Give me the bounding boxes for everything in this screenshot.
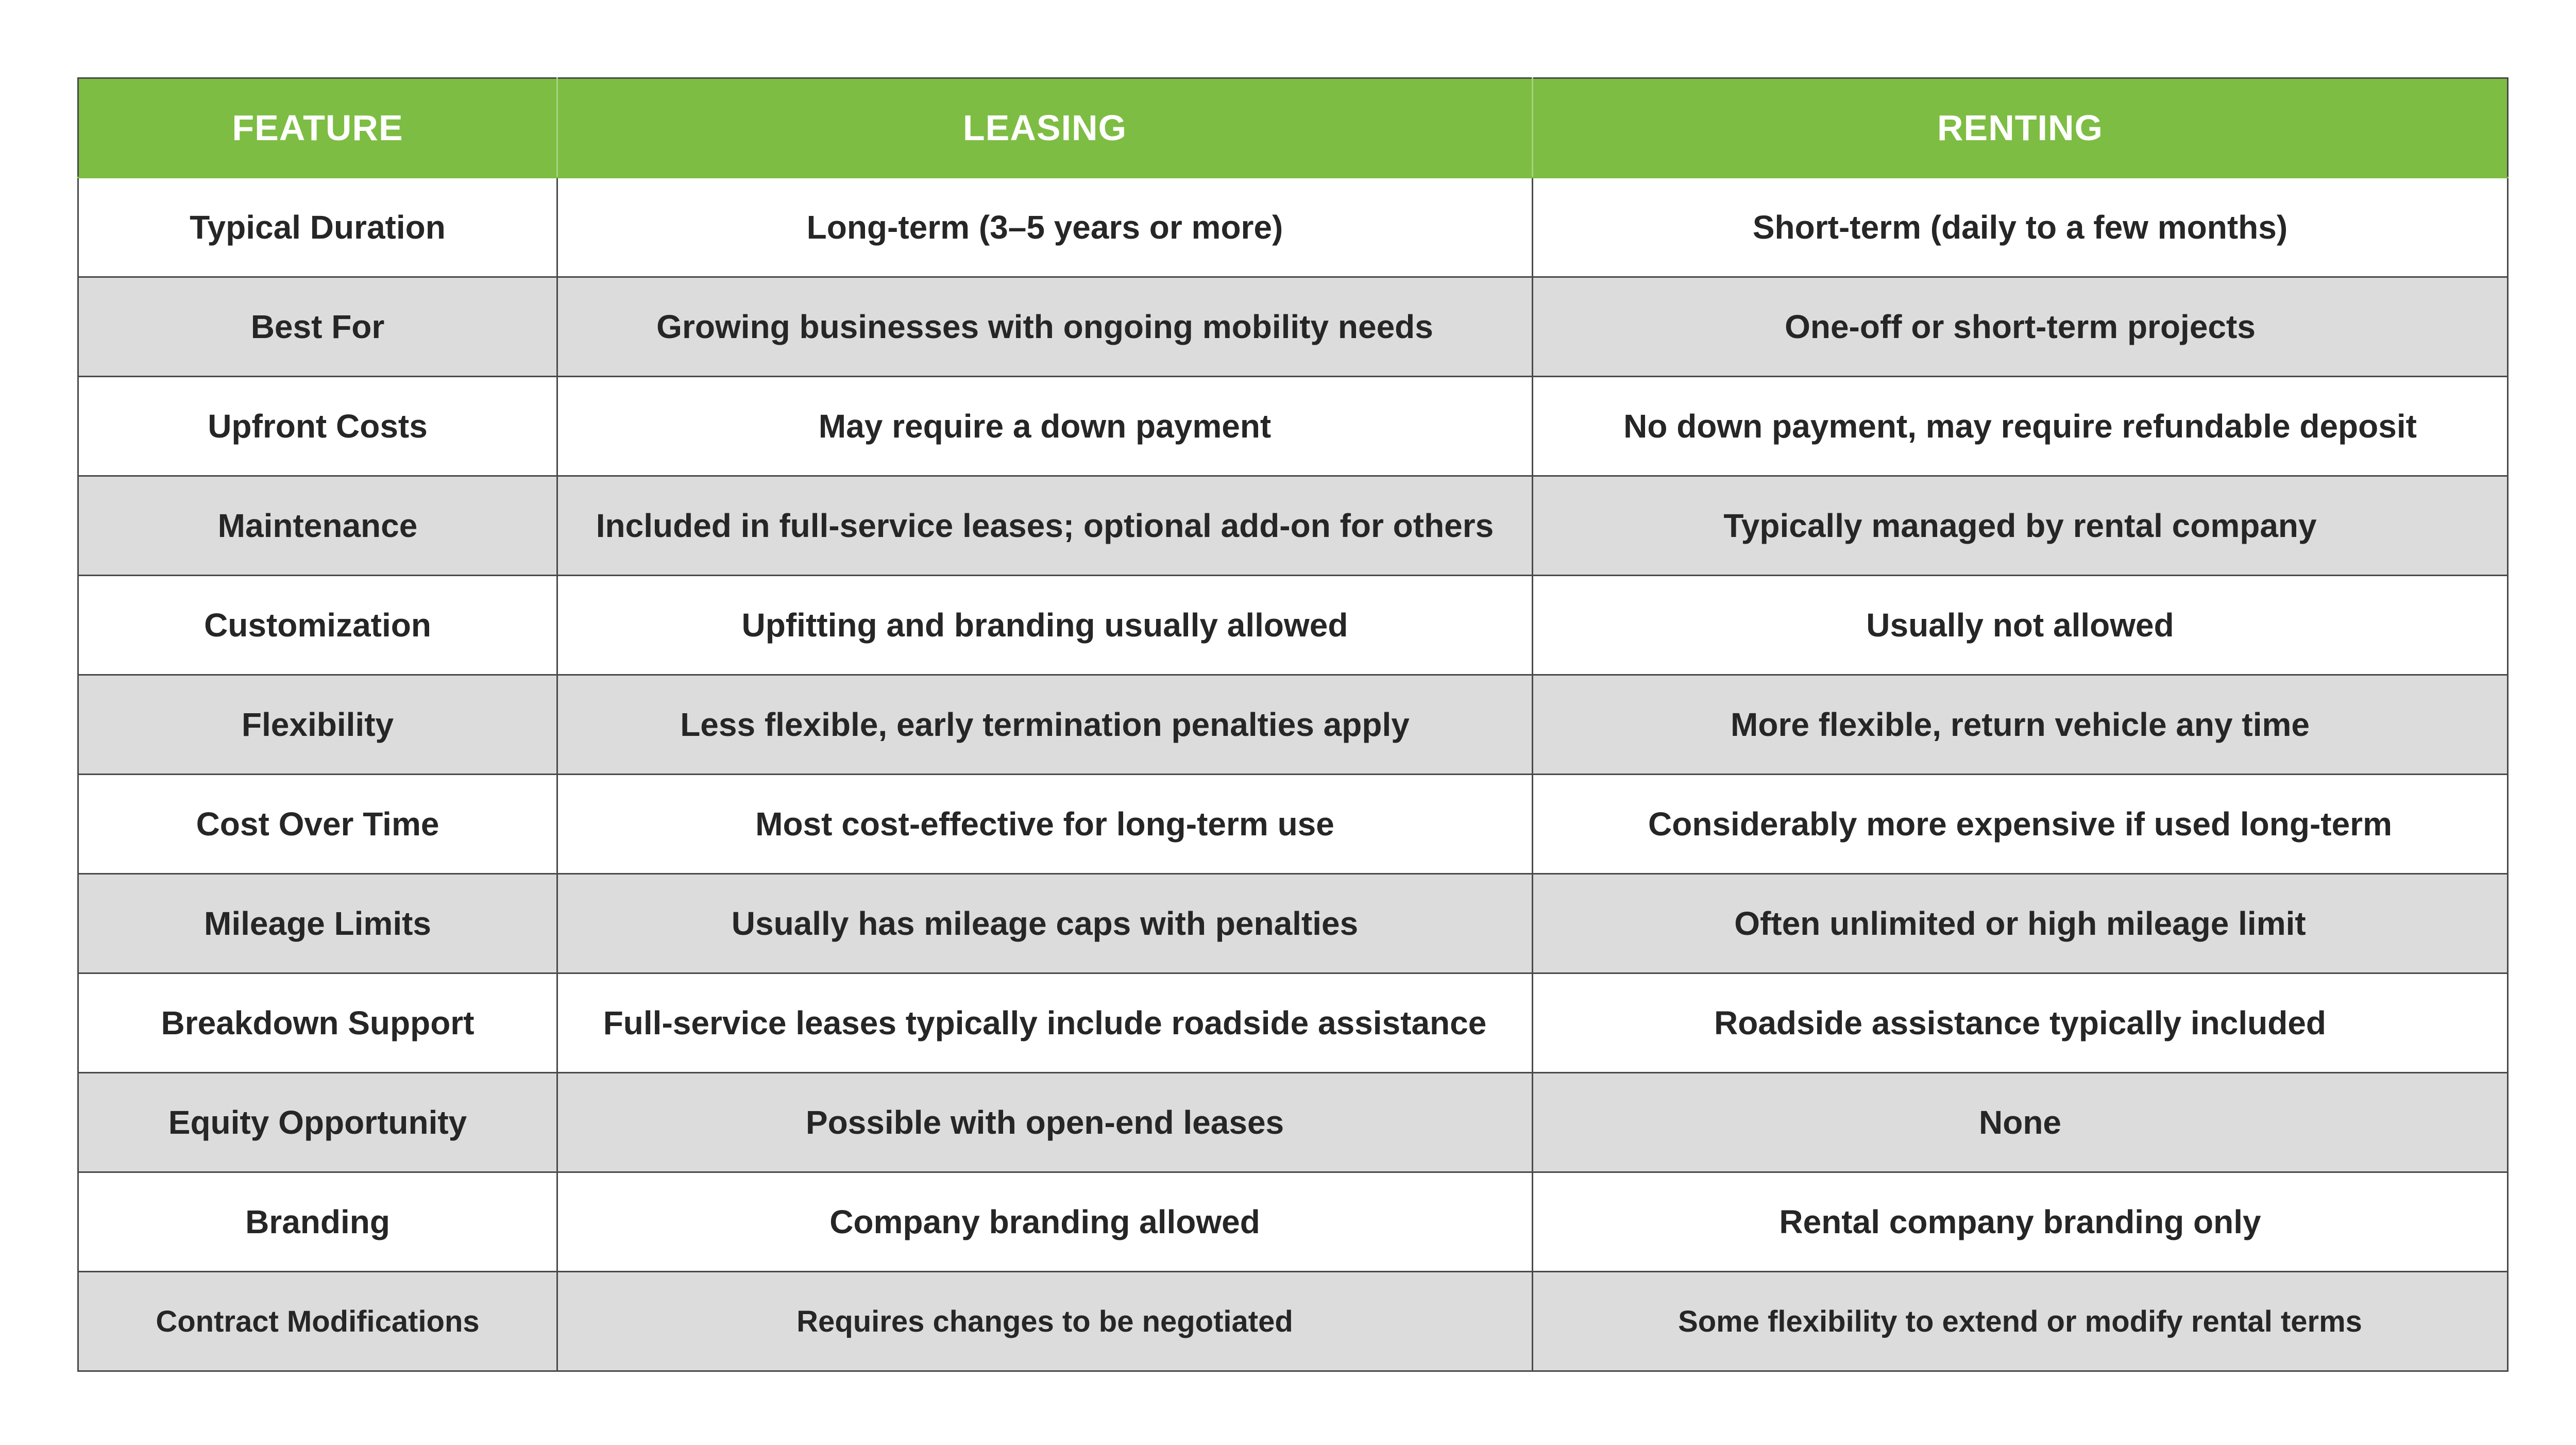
cell-feature: Typical Duration (78, 178, 557, 277)
table-row (78, 1272, 2508, 1371)
cell-leasing: Company branding allowed (557, 1172, 1533, 1272)
table-row (78, 178, 2508, 277)
cell-feature: Flexibility (78, 675, 557, 775)
table-row (78, 377, 2508, 476)
cell-renting: Often unlimited or high mileage limit (1533, 874, 2508, 973)
cell-renting: Some flexibility to extend or modify rental terms (1533, 1272, 2508, 1371)
table-row (78, 973, 2508, 1073)
cell-renting: No down payment, may require refundable deposit (1533, 377, 2508, 476)
cell-leasing: Possible with open-end leases (557, 1073, 1533, 1172)
table-row (78, 277, 2508, 377)
cell-leasing: Usually has mileage caps with penalties (557, 874, 1533, 973)
table-header (78, 78, 2508, 178)
header-feature: FEATURE (78, 78, 557, 178)
table-row (78, 1073, 2508, 1172)
cell-feature: Breakdown Support (78, 973, 557, 1073)
cell-leasing: Requires changes to be negotiated (557, 1272, 1533, 1371)
cell-leasing: Growing businesses with ongoing mobility needs (557, 277, 1533, 377)
cell-feature: Maintenance (78, 476, 557, 576)
cell-leasing: Full-service leases typically include roadside assistance (557, 973, 1533, 1073)
table-body (78, 178, 2508, 1371)
cell-renting: Short-term (daily to a few months) (1533, 178, 2508, 277)
cell-renting: Rental company branding only (1533, 1172, 2508, 1272)
cell-renting: Roadside assistance typically included (1533, 973, 2508, 1073)
cell-renting: Typically managed by rental company (1533, 476, 2508, 576)
cell-renting: One-off or short-term projects (1533, 277, 2508, 377)
table-row (78, 775, 2508, 874)
cell-leasing: Included in full-service leases; optional add-on for others (557, 476, 1533, 576)
cell-renting: More flexible, return vehicle any time (1533, 675, 2508, 775)
comparison-table (77, 77, 2509, 1372)
cell-feature: Best For (78, 277, 557, 377)
table-row (78, 576, 2508, 675)
cell-feature: Equity Opportunity (78, 1073, 557, 1172)
table-row (78, 874, 2508, 973)
cell-feature: Upfront Costs (78, 377, 557, 476)
cell-leasing: Most cost-effective for long-term use (557, 775, 1533, 874)
cell-feature: Mileage Limits (78, 874, 557, 973)
cell-renting: Considerably more expensive if used long-term (1533, 775, 2508, 874)
cell-leasing: Less flexible, early termination penalties apply (557, 675, 1533, 775)
cell-feature: Customization (78, 576, 557, 675)
cell-feature: Contract Modifications (78, 1272, 557, 1371)
table-row (78, 476, 2508, 576)
cell-renting: None (1533, 1073, 2508, 1172)
cell-leasing: Upfitting and branding usually allowed (557, 576, 1533, 675)
table-row (78, 675, 2508, 775)
cell-feature: Branding (78, 1172, 557, 1272)
cell-renting: Usually not allowed (1533, 576, 2508, 675)
cell-feature: Cost Over Time (78, 775, 557, 874)
header-renting: RENTING (1533, 78, 2508, 178)
header-row (78, 78, 2508, 178)
cell-leasing: Long-term (3–5 years or more) (557, 178, 1533, 277)
header-leasing: LEASING (557, 78, 1533, 178)
cell-leasing: May require a down payment (557, 377, 1533, 476)
table-row (78, 1172, 2508, 1272)
